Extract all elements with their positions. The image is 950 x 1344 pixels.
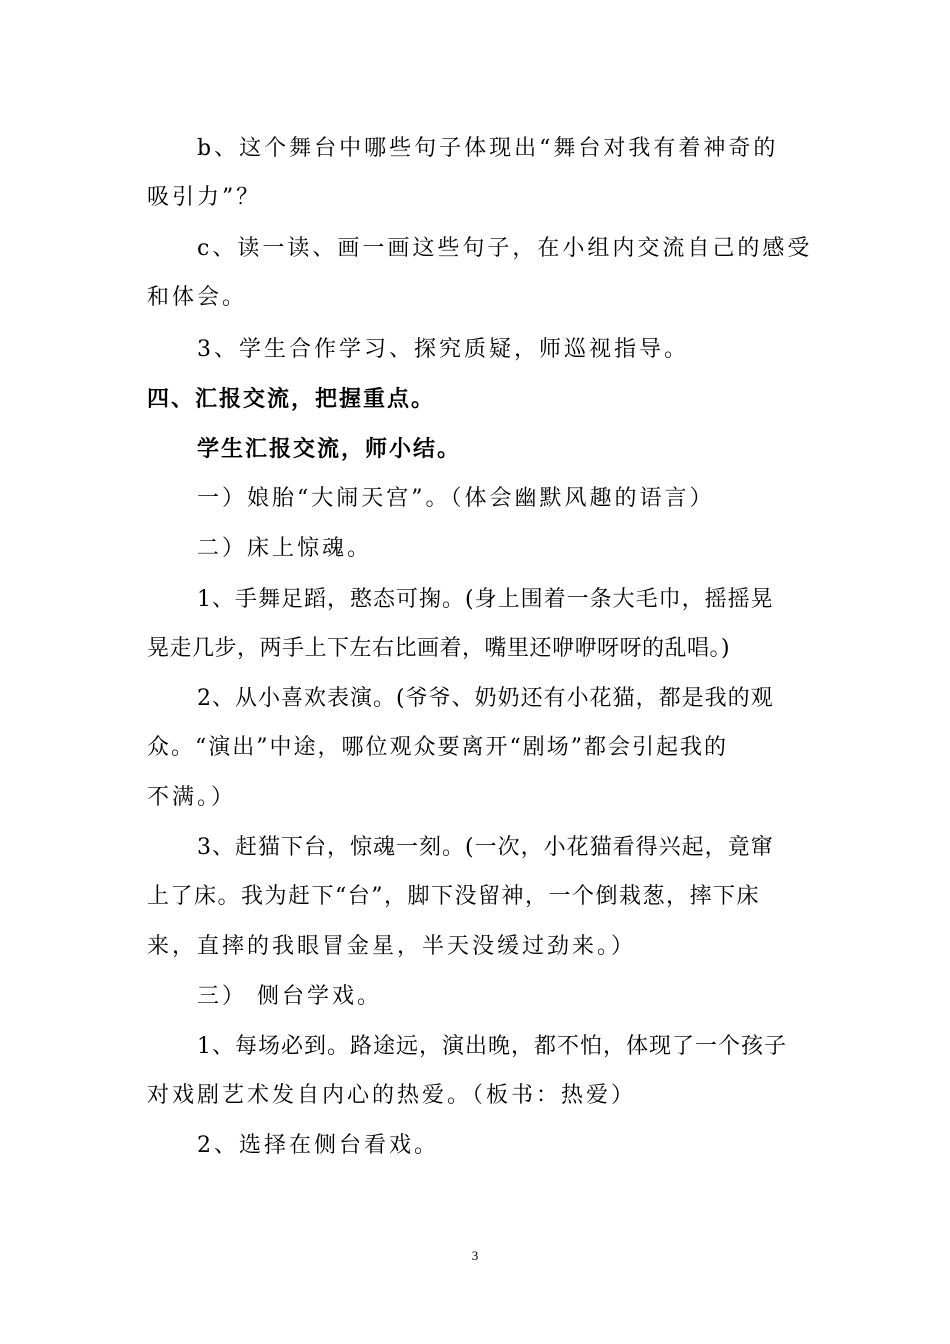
text-line: 不满。） <box>147 785 237 810</box>
text-line: 2、从小喜欢表演。(爷爷、奶奶还有小花猫，都是我的观 <box>197 686 774 711</box>
text-line: 吸引力”？ <box>147 185 262 210</box>
text-line: 1、手舞足蹈，憨态可掬。(身上围着一条大毛巾，摇摇晃 <box>197 587 774 612</box>
text-line: b、这个舞台中哪些句子体现出“舞台对我有着神奇的 <box>197 136 779 161</box>
text-line: 二）床上惊魂。 <box>197 536 373 561</box>
text-line: 一）娘胎“大闹天宫”。（体会幽默风趣的语言） <box>197 486 715 511</box>
text-line: 上了床。我为赶下“台”，脚下没留神，一个倒栽葱，摔下床 <box>147 884 760 909</box>
text-line: 三） 侧台学戏。 <box>197 984 382 1009</box>
text-line: 众。“演出”中途，哪位观众要离开“剧场”都会引起我的 <box>147 735 728 760</box>
text-line: c、读一读、画一画这些句子，在小组内交流自己的感受 <box>197 236 813 261</box>
text-line: 2、选择在侧台看戏。 <box>197 1133 439 1158</box>
text-line: 1、每场必到。路途远，演出晚，都不怕，体现了一个孩子 <box>197 1034 787 1059</box>
text-line: 对戏剧艺术发自内心的热爱。（板书：热爱） <box>147 1083 637 1108</box>
text-line: 晃走几步，两手上下左右比画着，嘴里还咿咿呀呀的乱唱。) <box>147 636 731 661</box>
text-line: 和体会。 <box>147 285 248 310</box>
text-line: 3、学生合作学习、探究质疑，师巡视指导。 <box>197 337 689 362</box>
subheading: 学生汇报交流，师小结。 <box>197 436 462 462</box>
text-line: 3、赶猫下台，惊魂一刻。(一次，小花猫看得兴起，竟窜 <box>197 835 774 860</box>
section-heading: 四、汇报交流，把握重点。 <box>147 386 436 412</box>
page-number: 3 <box>471 1248 479 1263</box>
text-line: 来，直摔的我眼冒金星，半天没缓过劲来。） <box>147 934 637 959</box>
